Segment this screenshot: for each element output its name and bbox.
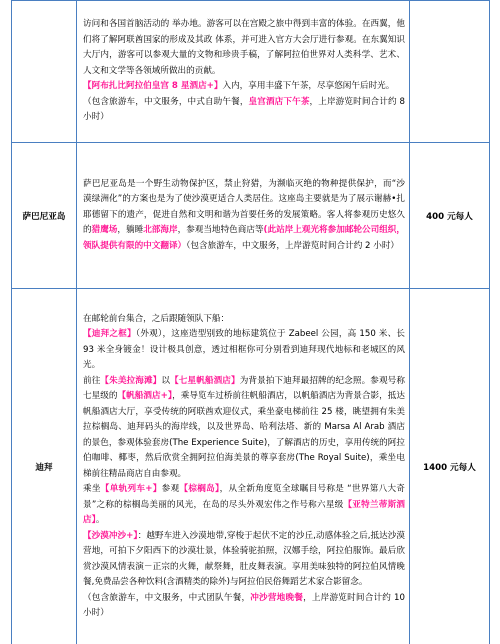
body-text: （包含旅游车，中文服务，中式自助午餐， — [83, 96, 249, 107]
description-paragraph — [83, 482, 405, 529]
itinerary-description-cell — [77, 289, 410, 644]
body-text: ，上岸游览时间合计约 8 小时） — [83, 96, 405, 123]
body-text: （包含旅游车，中文服务，上岸游览时间合计约 2 小时） — [186, 240, 400, 251]
table-row-sir-bani-yas — [12, 143, 490, 289]
itinerary-table — [11, 0, 490, 644]
highlight-text: 【朱美拉海滩】 — [100, 375, 162, 386]
highlight-text: 【阿布扎比阿拉伯皇宫 8 星酒店+】 — [83, 81, 223, 92]
highlight-text: 猎鹰场 — [91, 225, 118, 236]
description-paragraph — [83, 591, 405, 622]
price-cell: 400 元每人 — [410, 143, 490, 289]
body-text: ，躺睡 — [117, 225, 144, 236]
highlight-text: 【七星帆船酒店】 — [170, 375, 240, 386]
table-row-abu-dhabi — [12, 1, 490, 143]
body-text: 入内，享用丰盛下午茶，尽享悠闲午后时光。 — [222, 81, 395, 92]
body-text: 前往 — [83, 375, 101, 386]
highlight-text: 【帆船酒店+】 — [117, 391, 173, 401]
body-text: 乘坐 — [83, 484, 101, 494]
description-paragraph — [83, 374, 405, 483]
body-text: （外观），这座造型别致的地标建筑位于 Zabeel 公园，高 150 米、长 93 米全身镀金！设计极具创意，透过相框你可分别看到迪拜现代地标和老城区的风光。 — [83, 329, 405, 370]
body-text: 访问和各国首脑活动的 举办地。游客可以在宫殿之旅中得到丰富的体验。在西翼，他们将了解阿联酋国家的形成及其政 体系，并可进入官方大会厅进行参观。在东翼知识大厅内，游客可以参观大量的文物和珍贵手稿，了解阿拉伯世界对人类科学、艺术、人文和文学等各领域所做出的贡献。 — [83, 19, 405, 76]
itinerary-description-cell — [77, 143, 410, 289]
description-paragraph — [83, 327, 405, 374]
body-text: 为背景拍下迪拜最招牌的纪念照。参观号称七星级的 — [83, 375, 405, 401]
body-text: 以 — [161, 375, 171, 386]
highlight-text: 皇宫酒店下午茶 — [248, 96, 310, 107]
highlight-text: 【迪拜之框】 — [83, 329, 136, 339]
description-paragraph — [83, 312, 405, 328]
destination-name-cell — [12, 1, 77, 143]
description-paragraph — [83, 529, 405, 591]
body-text: ：越野车进入沙漠地带,穿梭于起伏不定的沙丘,动感体验之后,抵达沙漠营地，可拍下夕阳西下的沙漠壮景，体验骑驼拍照，汉娜手绘，阿拉伯服饰。最后欣赏沙漠风情表演－正宗的火舞，献祭舞，肚皮舞表演。享用美味独特的阿拉伯风情晚餐,免费品尝各种饮料(含酒精类的除外)与阿拉伯民俗舞蹈艺术家合影留念。 — [83, 530, 406, 587]
body-text: ，从全新角度览全球瞩目号称是 “世界第八大奇景”之称的棕榈岛美丽的风光，在岛的尽头外观宏伟之作号称六星级 — [83, 484, 405, 510]
destination-name-cell: 萨巴尼亚岛 — [12, 143, 77, 289]
body-text: 参观 — [161, 484, 180, 494]
highlight-text: 【单轨列车+】 — [100, 484, 162, 494]
description-paragraph — [83, 79, 405, 95]
highlight-text: 【沙漠冲沙+】 — [83, 530, 138, 541]
price-cell: 1400 元每人 — [410, 289, 490, 644]
description-paragraph — [83, 95, 405, 126]
description-paragraph — [83, 17, 405, 79]
highlight-text: (此站岸上观光将参加邮轮公司组织，领队提供有限的中文翻译） — [83, 225, 405, 251]
table-row-dubai — [12, 289, 490, 644]
body-text: （包含旅游车，中文服务，中式团队午餐， — [83, 592, 251, 603]
body-text: 在邮轮前台集合，之后跟随领队下船： — [83, 313, 230, 324]
itinerary-description-cell — [77, 1, 410, 143]
highlight-text: 冲沙营地晚餐 — [250, 592, 304, 603]
body-text: 。 — [95, 515, 105, 525]
highlight-text: 【棕榈岛】 — [179, 484, 220, 494]
price-cell — [410, 1, 490, 143]
body-text: ，上岸游览时间合计约 10 小时） — [83, 592, 405, 618]
highlight-text: 【亚特兰蒂斯酒店】 — [83, 499, 405, 525]
body-text: ，参观当地特色商店等 — [177, 225, 264, 236]
destination-name-cell: 迪拜 — [12, 289, 77, 644]
body-text: 萨巴尼亚岛是一个野生动物保护区，禁止狩猎，为濒临灭绝的物种提供保护，而“沙漠绿洲化”的方案也是为了使沙漠更适合人类居住。这座岛主要就是为了展示谢赫•扎耶德留下的遗产，促进自然和文明和谐为首要任务的发展策略。客人将参观历史悠久的 — [83, 178, 405, 236]
highlight-text: 北部海岸 — [143, 225, 178, 236]
description-paragraph — [83, 177, 405, 255]
body-text: ，乘导览车过桥前往帆船酒店，以帆船酒店为背景合影，抵达帆船酒店大厅，享受传统的阿联酋欢迎仪式，乘坐豪电梯前往 25 楼，眺望拥有朱美拉棕榈岛、迪拜码头的海岸线，以及世界岛、哈利法塔、新的 Marsa Al Arab 酒店的景色，参观体验套房(The Experience Suite)，了解酒店的历史，享用传统的阿拉伯咖啡、椰枣，然后欣赏全拥阿拉伯海美景的尊享套房(The Royal Suite)，乘坐电梯前往精品商店自由参观。 — [83, 391, 405, 479]
